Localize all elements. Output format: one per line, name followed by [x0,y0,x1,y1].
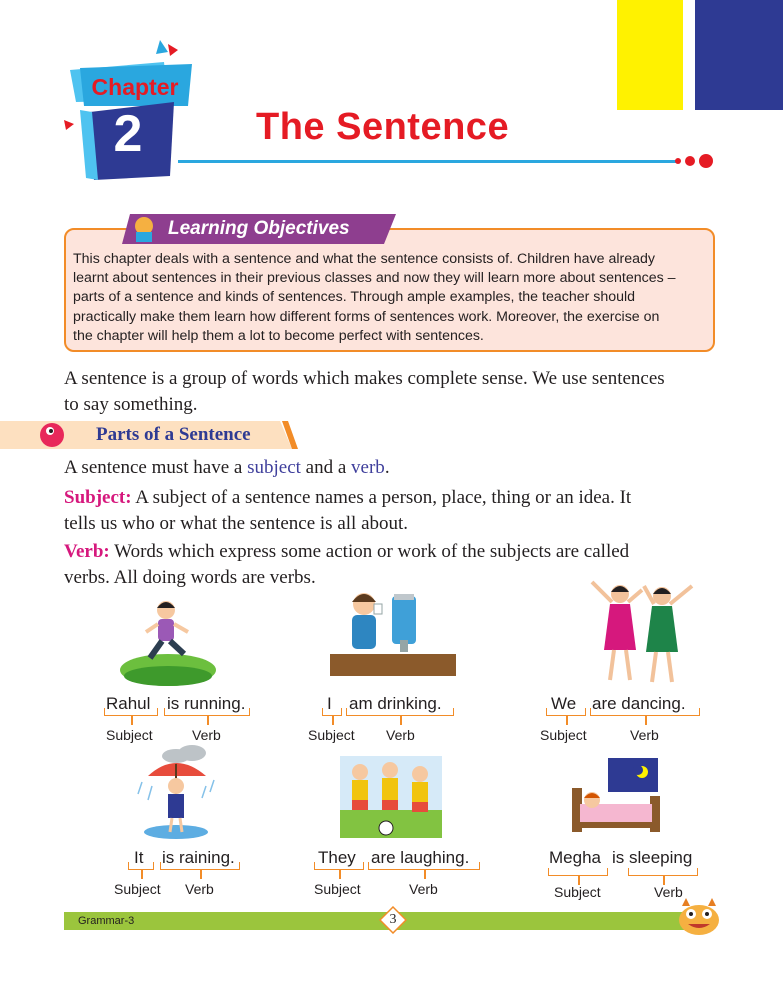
page-title: The Sentence [256,106,510,148]
example-3-subject-label: Subject [540,727,587,743]
example-3-subject: We [551,694,577,713]
example-5-subject-bracket [314,862,364,870]
boy-running-illustration [118,596,218,688]
example-5-verb: are laughing. [371,848,470,867]
example-4-subject: It [134,848,144,867]
example-6-subject-label: Subject [554,884,601,900]
example-3-verb: are dancing. [592,694,686,713]
example-2-verb: am drinking. [349,694,442,713]
example-6-verb-label: Verb [654,884,683,900]
example-1-subject-label: Subject [106,727,153,743]
example-1-verb-bracket [164,708,250,716]
subject-definition: Subject: A subject of a sentence names a person, place, thing or an idea. It tells us who or what the sentence is all about. [64,487,632,534]
example-5-verb-label: Verb [409,881,438,897]
example-4-verb-bracket [160,862,240,870]
example-2-verb-bracket [346,708,454,716]
example-3-verb-bracket [590,708,700,716]
example-6-subject-bracket [548,868,608,876]
chapter-number: 2 [113,105,143,163]
example-4-verb-label: Verb [185,881,214,897]
verb-definition: Verb: Words which express some action or work of the subjects are called verbs. All doing words are verbs. [64,541,630,588]
corner-yellow-block [617,0,683,110]
girl-sleeping-illustration [568,758,664,838]
example-2-subject-label: Subject [308,727,355,743]
learning-objectives-text: This chapter deals with a sentence and what the sentence consists of. Children have already learnt about sentences in their previous classes and now they will learn more about sentences – parts of a sentence and kinds of sentences. Through ample examples, the teacher should practically make them learn how different forms of sentences work. Moreover, the exercise on the chapter will help them a lot to become perfect with sentences. [73,251,676,344]
boys-laughing-illustration [340,756,442,838]
example-5-verb-bracket [368,862,480,870]
example-2-subject-bracket [322,708,342,716]
example-6-subject: Megha [549,848,601,867]
example-2-verb-label: Verb [386,727,415,743]
rain-cloud-icon [160,744,212,764]
example-6-verb: is sleeping [612,848,693,867]
page-number: 3 [389,912,397,927]
must-have-line: A sentence must have a subject and a verb. [64,457,390,478]
example-4-verb: is raining. [162,848,235,867]
example-3-subject-bracket [546,708,586,716]
chapter-label: Chapter [91,74,179,100]
intro-paragraph: A sentence is a group of words which makes complete sense. We use sentences to say something. [64,368,665,415]
footer-book-title: Grammar-3 [78,915,135,927]
example-6-verb-bracket [628,868,698,876]
example-1-verb: is running. [167,694,246,713]
example-4-subject-bracket [128,862,154,870]
example-5-subject: They [318,848,356,867]
example-5-subject-label: Subject [314,881,361,897]
girl-drinking-illustration [330,590,456,688]
example-2-subject: I [327,694,332,713]
example-1-subject: Rahul [106,694,151,713]
section-heading: Parts of a Sentence [96,424,251,445]
girls-dancing-illustration [578,572,704,690]
example-3-verb-label: Verb [630,727,659,743]
title-underline-dots [672,152,722,170]
monster-mascot-icon [676,896,722,936]
learning-objectives-title: Learning Objectives [168,218,350,239]
corner-blue-block [695,0,783,110]
title-underline [178,160,678,163]
example-1-subject-bracket [104,708,158,716]
example-4-subject-label: Subject [114,881,161,897]
example-1-verb-label: Verb [192,727,221,743]
